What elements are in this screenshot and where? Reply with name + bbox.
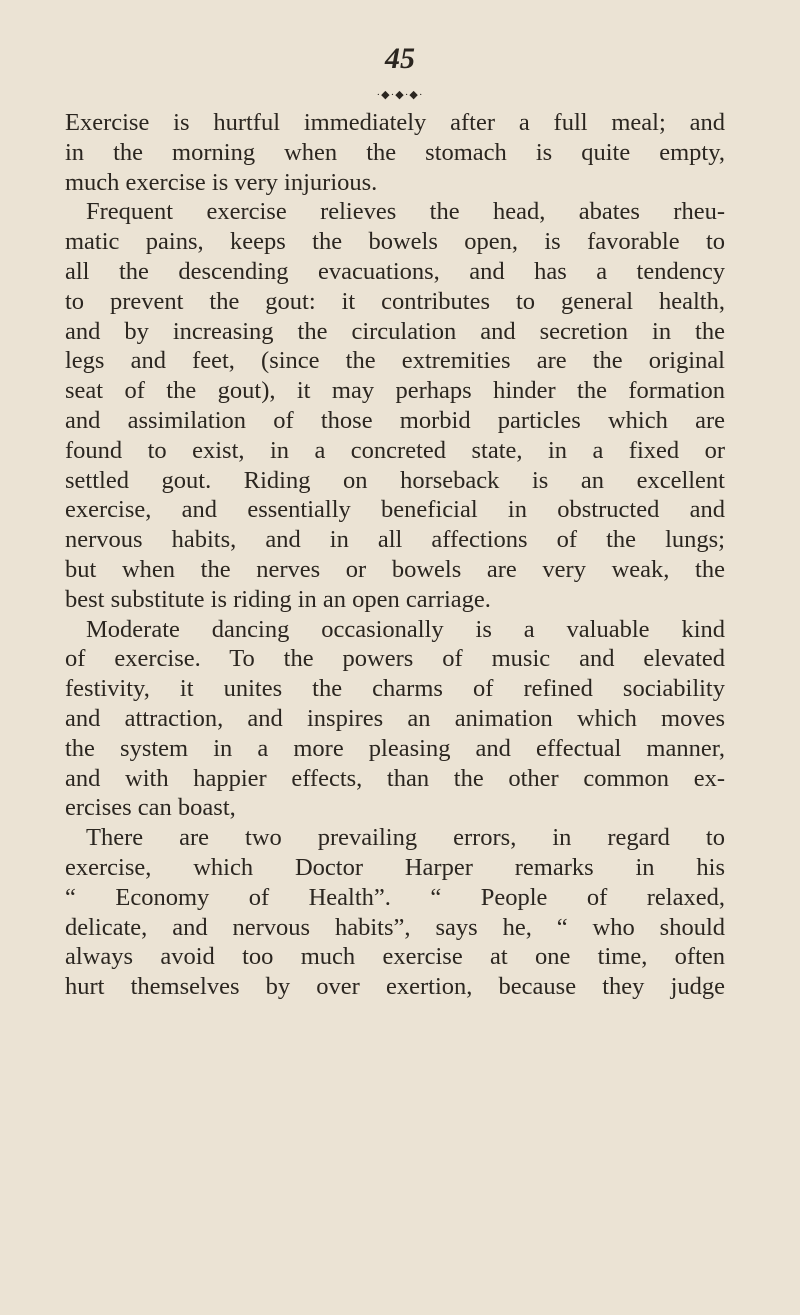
- body-text: [65, 108, 725, 1002]
- text-line: much exercise is very injurious.: [65, 168, 378, 196]
- text-line: matic pains, keeps the bowels open, is favorable to: [65, 228, 725, 256]
- text-line: There are two prevailing errors, in regard to: [86, 824, 725, 852]
- text-line: but when the nerves or bowels are very weak, the: [65, 555, 725, 583]
- text-line: of exercise. To the powers of music and elevated: [65, 645, 725, 673]
- text-line: nervous habits, and in all affections of the lungs;: [65, 526, 725, 554]
- text-line: Frequent exercise relieves the head, abates rheu-: [86, 198, 725, 226]
- text-line: “ Economy of Health”. “ People of relaxed,: [65, 883, 725, 911]
- text-line: and attraction, and inspires an animation which moves: [65, 704, 725, 732]
- text-line: best substitute is riding in an open carriage.: [65, 585, 491, 613]
- text-line: ercises can boast,: [65, 794, 236, 822]
- text-line: exercise, and essentially beneficial in obstructed and: [65, 496, 725, 524]
- header-ornament: ·◆·◆·◆·: [376, 89, 424, 101]
- text-line: settled gout. Riding on horseback is an excellent: [65, 466, 725, 494]
- text-line: hurt themselves by over exertion, because they judge: [65, 973, 725, 1001]
- text-line: in the morning when the stomach is quite empty,: [65, 138, 725, 166]
- text-line: legs and feet, (since the extremities are the original: [65, 347, 725, 375]
- page-number: 45: [385, 42, 415, 75]
- text-line: the system in a more pleasing and effectual manner,: [65, 734, 725, 762]
- text-line: delicate, and nervous habits”, says he, “ who should: [65, 913, 725, 941]
- text-line: and by increasing the circulation and secretion in the: [65, 317, 725, 345]
- text-line: Moderate dancing occasionally is a valuable kind: [86, 615, 725, 643]
- text-line: found to exist, in a concreted state, in a fixed or: [65, 436, 725, 464]
- text-line: and assimilation of those morbid particles which are: [65, 406, 725, 434]
- text-line: all the descending evacuations, and has a tendency: [65, 257, 725, 285]
- text-line: exercise, which Doctor Harper remarks in his: [65, 853, 725, 881]
- text-line: festivity, it unites the charms of refined sociability: [65, 675, 725, 703]
- text-line: always avoid too much exercise at one time, often: [65, 943, 725, 971]
- text-line: Exercise is hurtful immediately after a full meal; and: [65, 109, 725, 136]
- text-line: seat of the gout), it may perhaps hinder the formation: [65, 377, 725, 405]
- text-line: and with happier effects, than the other common ex-: [65, 764, 725, 792]
- text-line: to prevent the gout: it contributes to general health,: [65, 287, 725, 315]
